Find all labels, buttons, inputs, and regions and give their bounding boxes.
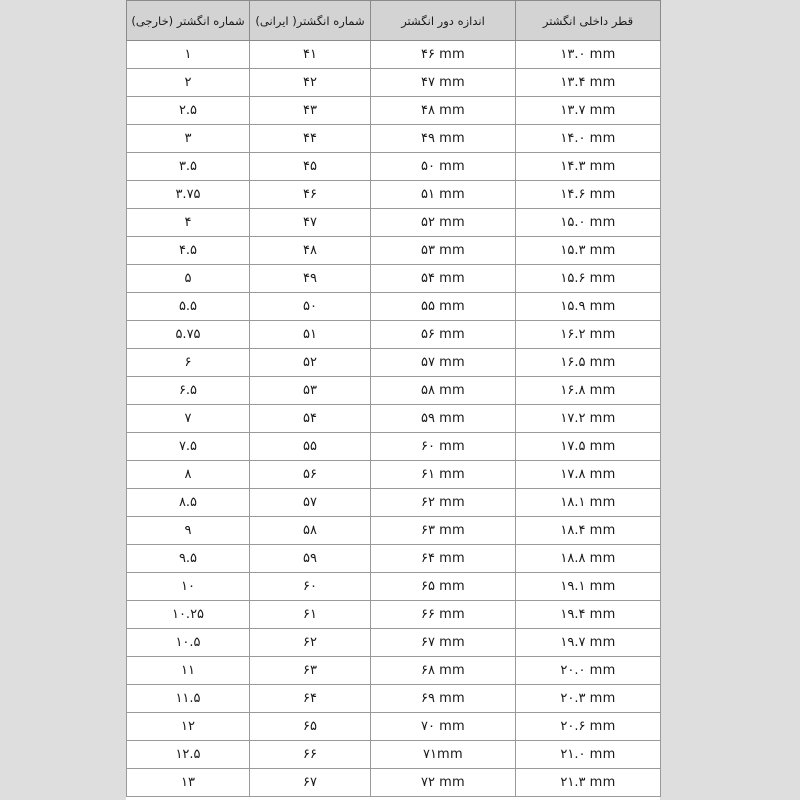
table-row xyxy=(127,125,661,153)
table-row xyxy=(127,153,661,181)
circumference-cell: ۵۹ mm xyxy=(371,405,516,433)
international-size-cell: ۲.۵ xyxy=(127,97,250,125)
inner-diameter-cell: ۱۳.۰ mm xyxy=(516,41,661,69)
inner-diameter-cell: ۱۴.۰ mm xyxy=(516,125,661,153)
table-row xyxy=(127,657,661,685)
circumference-cell: ۵۶ mm xyxy=(371,321,516,349)
inner-diameter-cell: ۱۹.۱ mm xyxy=(516,573,661,601)
international-size-cell: ۱ xyxy=(127,41,250,69)
iranian-size-cell: ۵۵ xyxy=(250,433,371,461)
inner-diameter-cell: ۱۹.۷ mm xyxy=(516,629,661,657)
international-size-cell: ۱۰.۵ xyxy=(127,629,250,657)
international-size-cell: ۵.۵ xyxy=(127,293,250,321)
circumference-cell: ۵۳ mm xyxy=(371,237,516,265)
inner-diameter-cell: ۱۳.۷ mm xyxy=(516,97,661,125)
table-row xyxy=(127,545,661,573)
circumference-cell: ۵۵ mm xyxy=(371,293,516,321)
table-row xyxy=(127,237,661,265)
international-size-cell: ۸.۵ xyxy=(127,489,250,517)
circumference-cell: ۶۵ mm xyxy=(371,573,516,601)
international-size-cell: ۴.۵ xyxy=(127,237,250,265)
table-row xyxy=(127,573,661,601)
international-size-cell: ۶.۵ xyxy=(127,377,250,405)
international-size-cell: ۵.۷۵ xyxy=(127,321,250,349)
iranian-size-cell: ۵۷ xyxy=(250,489,371,517)
international-size-cell: ۹.۵ xyxy=(127,545,250,573)
inner-diameter-cell: ۲۱.۳ mm xyxy=(516,769,661,797)
table-row xyxy=(127,713,661,741)
inner-diameter-cell: ۱۵.۶ mm xyxy=(516,265,661,293)
iranian-size-cell: ۴۱ xyxy=(250,41,371,69)
inner-diameter-cell: ۲۰.۰ mm xyxy=(516,657,661,685)
circumference-cell: ۵۷ mm xyxy=(371,349,516,377)
circumference-cell: ۴۹ mm xyxy=(371,125,516,153)
inner-diameter-cell: ۱۵.۳ mm xyxy=(516,237,661,265)
ring-size-table xyxy=(126,0,661,797)
iranian-size-cell: ۵۳ xyxy=(250,377,371,405)
table-row xyxy=(127,209,661,237)
iranian-size-cell: ۶۶ xyxy=(250,741,371,769)
table-row xyxy=(127,489,661,517)
table-row xyxy=(127,41,661,69)
circumference-cell: ۷۲ mm xyxy=(371,769,516,797)
circumference-cell: ۶۸ mm xyxy=(371,657,516,685)
inner-diameter-cell: ۲۰.۳ mm xyxy=(516,685,661,713)
inner-diameter-cell: ۲۰.۶ mm xyxy=(516,713,661,741)
iranian-size-cell: ۶۰ xyxy=(250,573,371,601)
international-size-cell: ۵ xyxy=(127,265,250,293)
table-row xyxy=(127,97,661,125)
circumference-cell: ۶۷ mm xyxy=(371,629,516,657)
circumference-cell: ۶۰ mm xyxy=(371,433,516,461)
table-row xyxy=(127,293,661,321)
international-size-cell: ۱۰ xyxy=(127,573,250,601)
circumference-cell: ۶۳ mm xyxy=(371,517,516,545)
iranian-size-cell: ۵۶ xyxy=(250,461,371,489)
inner-diameter-cell: ۲۱.۰ mm xyxy=(516,741,661,769)
international-size-cell: ۹ xyxy=(127,517,250,545)
iranian-size-cell: ۶۵ xyxy=(250,713,371,741)
iranian-size-cell: ۴۶ xyxy=(250,181,371,209)
international-size-cell: ۱۲ xyxy=(127,713,250,741)
iranian-size-cell: ۴۴ xyxy=(250,125,371,153)
circumference-cell: ۶۴ mm xyxy=(371,545,516,573)
international-size-cell: ۳.۵ xyxy=(127,153,250,181)
inner-diameter-cell: ۱۶.۸ mm xyxy=(516,377,661,405)
table-row xyxy=(127,349,661,377)
inner-diameter-cell: ۱۸.۱ mm xyxy=(516,489,661,517)
iranian-size-cell: ۵۴ xyxy=(250,405,371,433)
international-size-cell: ۷ xyxy=(127,405,250,433)
iranian-size-cell: ۶۳ xyxy=(250,657,371,685)
international-size-cell: ۱۰.۲۵ xyxy=(127,601,250,629)
iranian-size-cell: ۶۱ xyxy=(250,601,371,629)
iranian-size-cell: ۴۳ xyxy=(250,97,371,125)
circumference-cell: ۴۸ mm xyxy=(371,97,516,125)
table-row xyxy=(127,517,661,545)
iranian-size-cell: ۵۹ xyxy=(250,545,371,573)
iranian-size-cell: ۵۲ xyxy=(250,349,371,377)
table-row xyxy=(127,433,661,461)
table-row xyxy=(127,741,661,769)
iranian-size-cell: ۴۷ xyxy=(250,209,371,237)
table-row xyxy=(127,321,661,349)
iranian-size-cell: ۴۵ xyxy=(250,153,371,181)
table-body xyxy=(127,41,661,797)
circumference-cell: ۶۱ mm xyxy=(371,461,516,489)
inner-diameter-cell: ۱۷.۸ mm xyxy=(516,461,661,489)
inner-diameter-cell: ۱۷.۵ mm xyxy=(516,433,661,461)
circumference-cell: ۴۶ mm xyxy=(371,41,516,69)
table-row xyxy=(127,769,661,797)
table-row xyxy=(127,377,661,405)
international-size-cell: ۳ xyxy=(127,125,250,153)
international-size-cell: ۸ xyxy=(127,461,250,489)
international-size-cell: ۶ xyxy=(127,349,250,377)
inner-diameter-cell: ۱۸.۸ mm xyxy=(516,545,661,573)
circumference-cell: ۷۱mm xyxy=(371,741,516,769)
international-size-cell: ۴ xyxy=(127,209,250,237)
iranian-size-cell: ۴۸ xyxy=(250,237,371,265)
international-size-cell: ۲ xyxy=(127,69,250,97)
iranian-size-cell: ۵۰ xyxy=(250,293,371,321)
inner-diameter-cell: ۱۴.۶ mm xyxy=(516,181,661,209)
inner-diameter-cell: ۱۶.۲ mm xyxy=(516,321,661,349)
circumference-cell: ۶۶ mm xyxy=(371,601,516,629)
table-row xyxy=(127,601,661,629)
circumference-cell: ۵۱ mm xyxy=(371,181,516,209)
inner-diameter-cell: ۱۸.۴ mm xyxy=(516,517,661,545)
inner-diameter-cell: ۱۵.۰ mm xyxy=(516,209,661,237)
circumference-cell: ۵۰ mm xyxy=(371,153,516,181)
international-size-cell: ۱۱ xyxy=(127,657,250,685)
inner-diameter-cell: ۱۵.۹ mm xyxy=(516,293,661,321)
international-size-cell: ۱۳ xyxy=(127,769,250,797)
iranian-size-cell: ۵۸ xyxy=(250,517,371,545)
iranian-size-cell: ۴۲ xyxy=(250,69,371,97)
table-row xyxy=(127,181,661,209)
inner-diameter-cell: ۱۳.۴ mm xyxy=(516,69,661,97)
circumference-cell: ۵۴ mm xyxy=(371,265,516,293)
international-size-cell: ۳.۷۵ xyxy=(127,181,250,209)
international-size-cell: ۱۱.۵ xyxy=(127,685,250,713)
table-row xyxy=(127,685,661,713)
header-inner-diameter: قطر داخلی انگشتر xyxy=(516,1,661,41)
inner-diameter-cell: ۱۶.۵ mm xyxy=(516,349,661,377)
iranian-size-cell: ۶۷ xyxy=(250,769,371,797)
iranian-size-cell: ۴۹ xyxy=(250,265,371,293)
inner-diameter-cell: ۱۹.۴ mm xyxy=(516,601,661,629)
inner-diameter-cell: ۱۴.۳ mm xyxy=(516,153,661,181)
iranian-size-cell: ۵۱ xyxy=(250,321,371,349)
table-row xyxy=(127,265,661,293)
table-header-row xyxy=(127,1,661,41)
inner-diameter-cell: ۱۷.۲ mm xyxy=(516,405,661,433)
header-iranian-size: شماره انگشتر( ایرانی) xyxy=(250,1,371,41)
circumference-cell: ۷۰ mm xyxy=(371,713,516,741)
circumference-cell: ۵۲ mm xyxy=(371,209,516,237)
international-size-cell: ۷.۵ xyxy=(127,433,250,461)
iranian-size-cell: ۶۴ xyxy=(250,685,371,713)
iranian-size-cell: ۶۲ xyxy=(250,629,371,657)
header-circumference: اندازه دور انگشتر xyxy=(371,1,516,41)
table-row xyxy=(127,461,661,489)
circumference-cell: ۶۲ mm xyxy=(371,489,516,517)
table-row xyxy=(127,629,661,657)
table-row xyxy=(127,405,661,433)
circumference-cell: ۵۸ mm xyxy=(371,377,516,405)
header-international-size: شماره انگشتر (خارجی) xyxy=(127,1,250,41)
international-size-cell: ۱۲.۵ xyxy=(127,741,250,769)
circumference-cell: ۴۷ mm xyxy=(371,69,516,97)
table-row xyxy=(127,69,661,97)
circumference-cell: ۶۹ mm xyxy=(371,685,516,713)
